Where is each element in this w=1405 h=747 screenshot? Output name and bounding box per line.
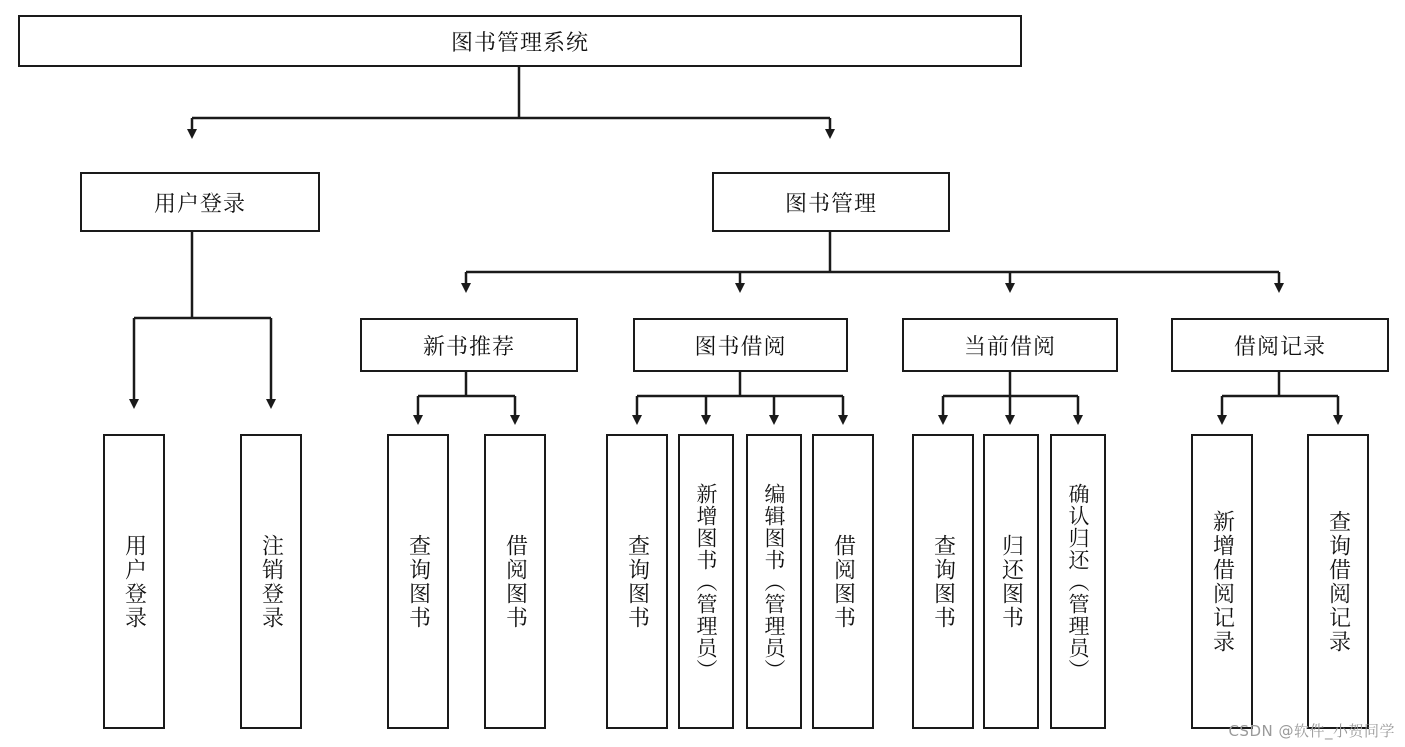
leaf-current-confirm-return-label: 确认归还（管理员） <box>1066 482 1091 681</box>
node-book-borrow[interactable] <box>633 318 848 372</box>
leaf-current-confirm-return[interactable] <box>1050 434 1106 729</box>
leaf-borrow-book-label: 借阅图书 <box>830 533 856 630</box>
leaf-borrow-add-book[interactable] <box>678 434 734 729</box>
leaf-logout-label: 注销登录 <box>258 533 284 630</box>
leaf-current-return[interactable] <box>983 434 1039 729</box>
node-user-login-label: 用户登录 <box>153 191 246 217</box>
leaf-borrow-add-book-label: 新增图书（管理员） <box>694 482 719 681</box>
watermark: CSDN @软件_小贺同学 <box>1228 722 1395 740</box>
leaf-borrow-query[interactable] <box>606 434 668 729</box>
leaf-new-book-query[interactable] <box>387 434 449 729</box>
leaf-record-add[interactable] <box>1191 434 1253 729</box>
leaf-user-login[interactable] <box>103 434 165 729</box>
node-borrow-records-label: 借阅记录 <box>1233 334 1326 360</box>
node-new-book-recommend[interactable] <box>360 318 578 372</box>
leaf-new-book-borrow[interactable] <box>484 434 546 729</box>
leaf-borrow-query-label: 查询图书 <box>624 533 650 630</box>
node-root[interactable] <box>18 15 1022 67</box>
leaf-borrow-book[interactable] <box>812 434 874 729</box>
leaf-record-query-label: 查询借阅记录 <box>1325 509 1351 654</box>
node-book-borrow-label: 图书借阅 <box>694 334 787 360</box>
leaf-user-login-label: 用户登录 <box>121 533 147 630</box>
node-current-borrow-label: 当前借阅 <box>963 334 1056 360</box>
node-user-login[interactable] <box>80 172 320 232</box>
node-book-management[interactable] <box>712 172 950 232</box>
leaf-record-query[interactable] <box>1307 434 1369 729</box>
leaf-current-query[interactable] <box>912 434 974 729</box>
leaf-new-book-query-label: 查询图书 <box>405 533 431 630</box>
leaf-borrow-edit-book-label: 编辑图书（管理员） <box>762 482 787 681</box>
node-book-management-label: 图书管理 <box>784 191 877 217</box>
leaf-record-add-label: 新增借阅记录 <box>1209 509 1235 654</box>
leaf-borrow-edit-book[interactable] <box>746 434 802 729</box>
leaf-new-book-borrow-label: 借阅图书 <box>502 533 528 630</box>
node-root-label: 图书管理系统 <box>450 30 589 56</box>
node-current-borrow[interactable] <box>902 318 1118 372</box>
node-borrow-records[interactable] <box>1171 318 1389 372</box>
leaf-logout[interactable] <box>240 434 302 729</box>
leaf-current-query-label: 查询图书 <box>930 533 956 630</box>
node-new-book-recommend-label: 新书推荐 <box>422 334 515 360</box>
leaf-current-return-label: 归还图书 <box>998 533 1024 630</box>
